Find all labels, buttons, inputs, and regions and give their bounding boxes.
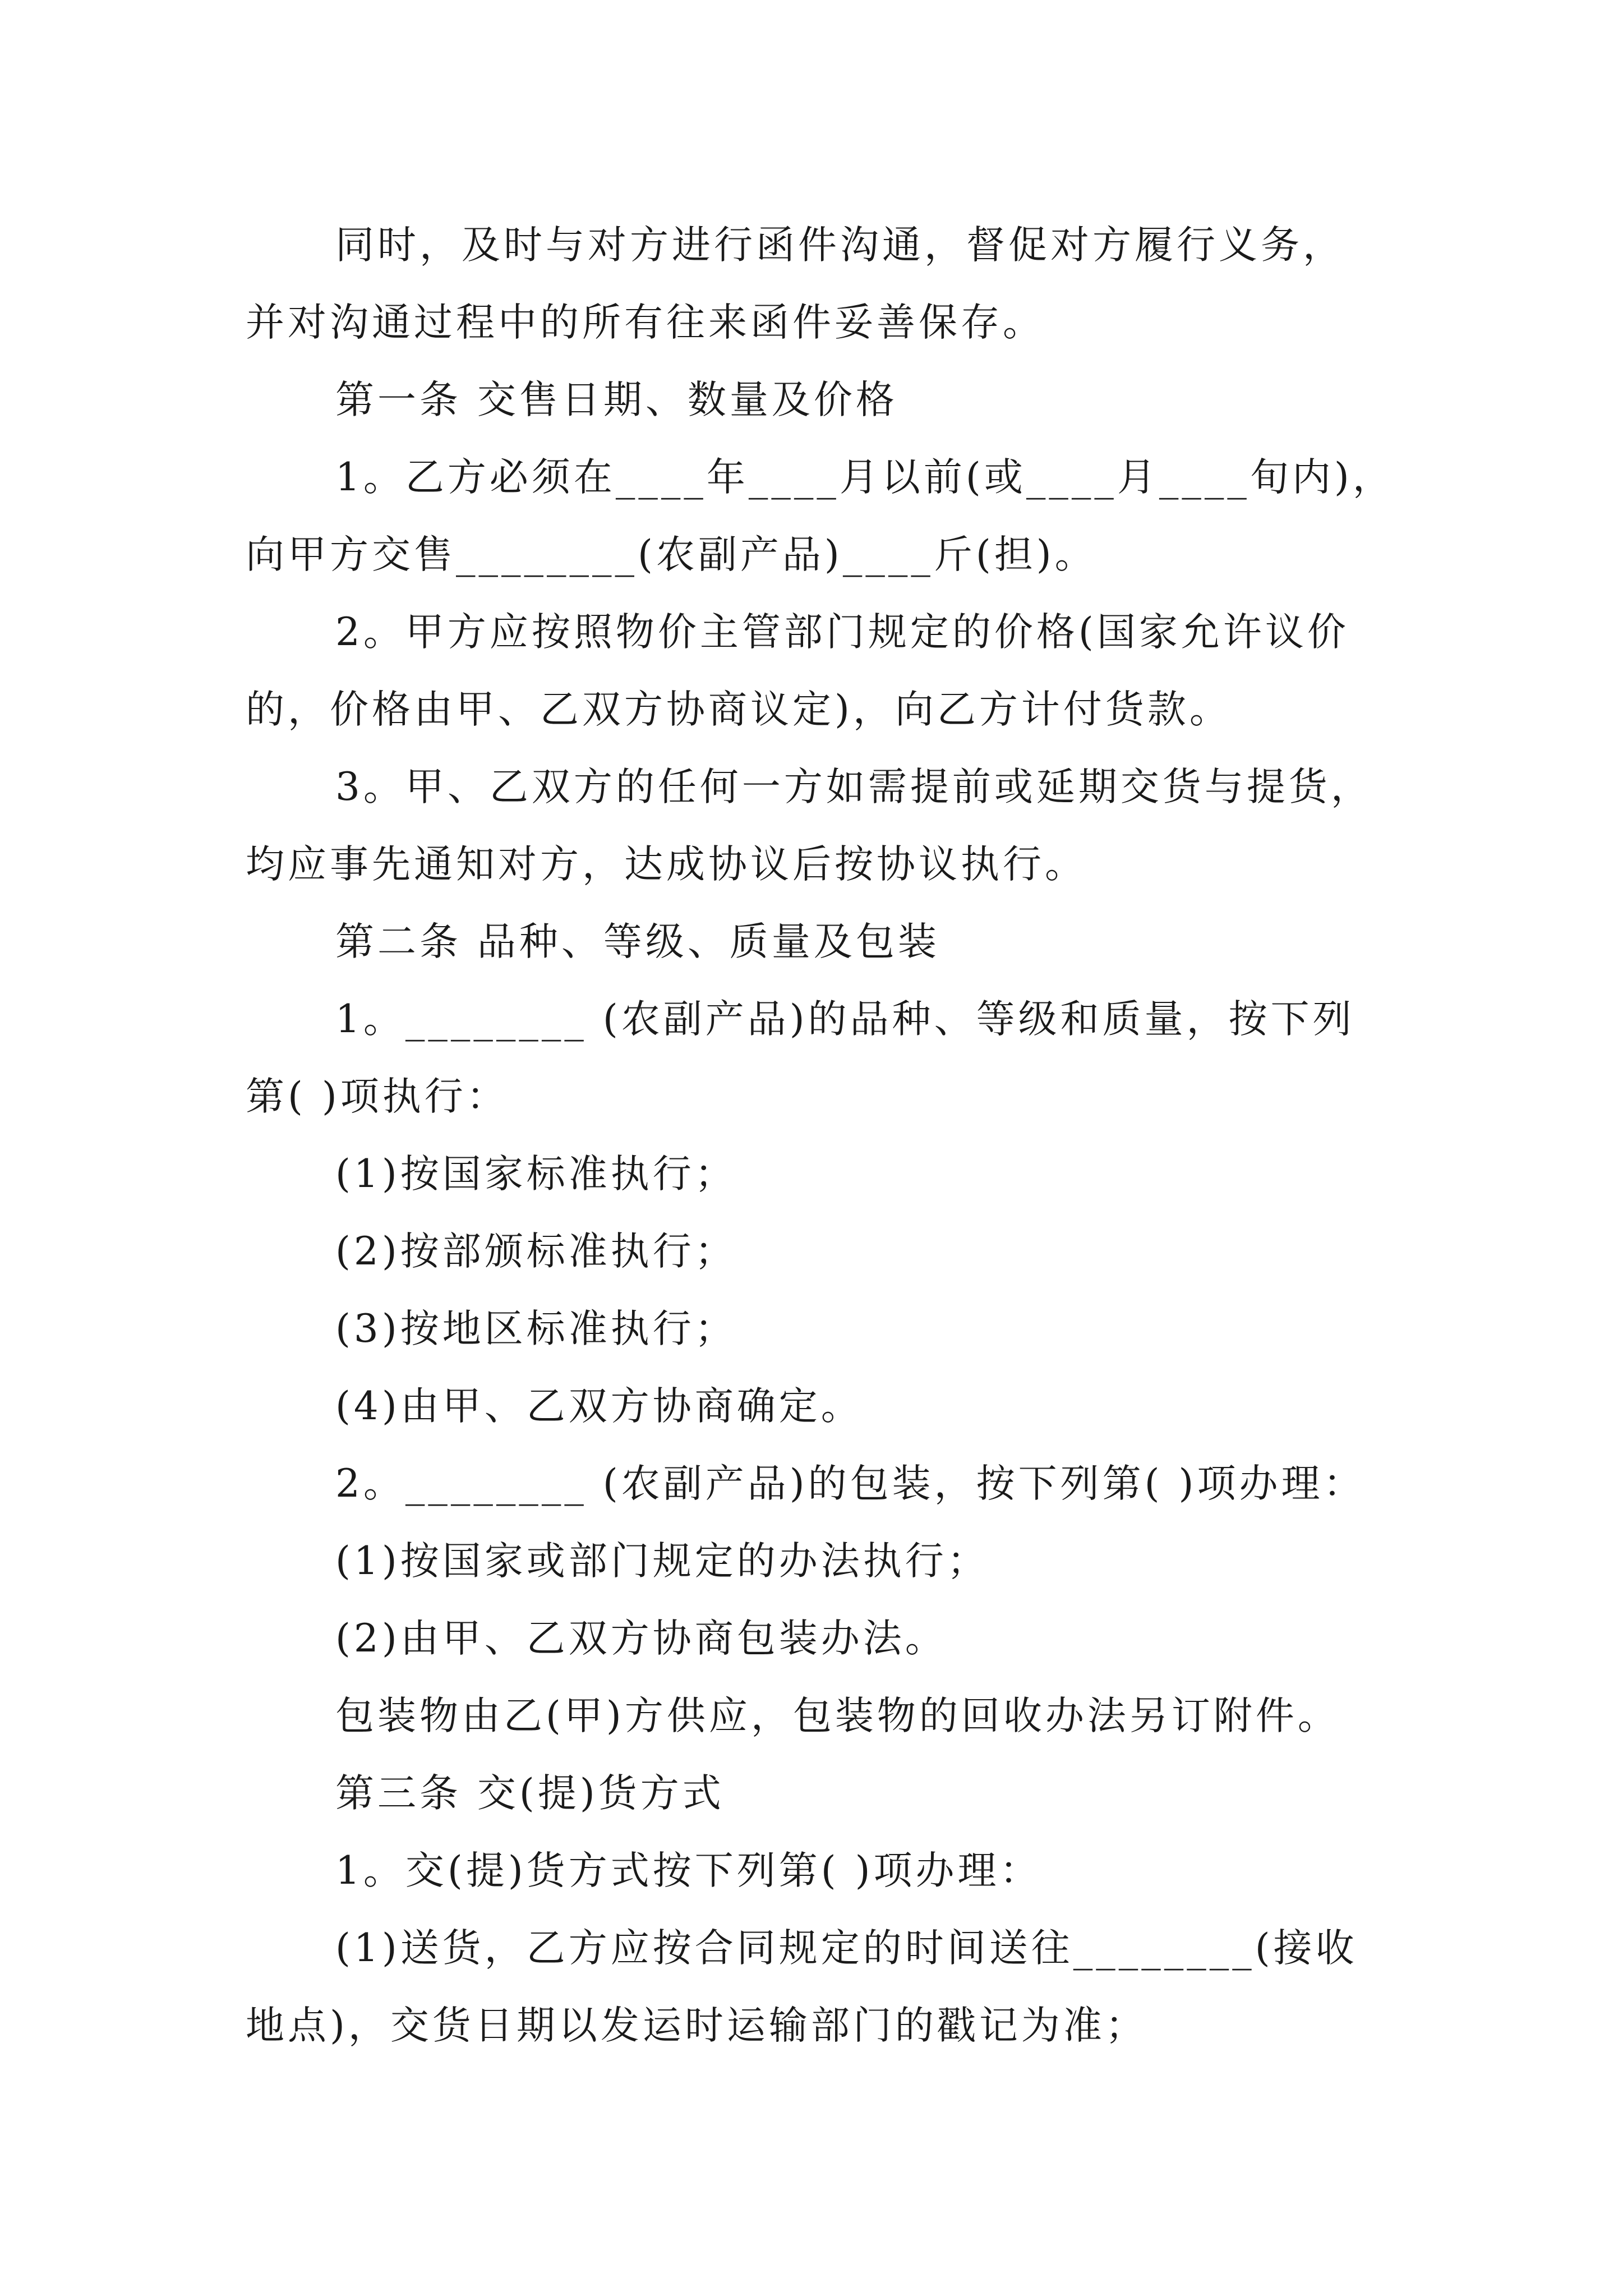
paragraph-line: 均应事先通知对方，达成协议后按协议执行。: [246, 842, 1087, 887]
section-heading: 第一条 交售日期、数量及价格: [335, 378, 898, 422]
paragraph-line: 第( )项执行：: [246, 1074, 509, 1119]
list-item: (2)由甲、乙双方协商包装办法。: [335, 1616, 947, 1661]
paragraph-line: 1。交(提)货方式按下列第( )项办理：: [335, 1848, 1042, 1893]
list-item: (4)由甲、乙双方协商确定。: [335, 1384, 863, 1429]
list-item: (1)按国家或部门规定的办法执行；: [335, 1539, 989, 1584]
paragraph-line: 包装物由乙(甲)方供应，包装物的回收办法另订附件。: [335, 1694, 1340, 1738]
paragraph-line: 并对沟通过程中的所有往来函件妥善保存。: [246, 300, 1045, 345]
paragraph-line: 1。乙方必须在____年____月以前(或____月____旬内)，: [335, 455, 1395, 500]
section-heading: 第三条 交(提)货方式: [335, 1771, 725, 1816]
paragraph-line: 3。甲、乙双方的任何一方如需提前或延期交货与提货，: [335, 765, 1373, 809]
paragraph-line: 2。甲方应按照物价主管部门规定的价格(国家允许议价: [335, 610, 1349, 655]
document-body: [246, 206, 1395, 2064]
paragraph-line: 的，价格由甲、乙双方协商议定)，向乙方计付货款。: [246, 687, 1232, 732]
section-heading: 第二条 品种、等级、质量及包装: [335, 919, 940, 964]
list-item: (2)按部颁标准执行；: [335, 1229, 737, 1274]
paragraph-line: 同时，及时与对方进行函件沟通，督促对方履行义务，: [335, 223, 1345, 268]
list-item: (1)按国家标准执行；: [335, 1152, 737, 1197]
paragraph-line: 1。________ (农副产品)的品种、等级和质量，按下列: [335, 997, 1355, 1042]
paragraph-line: 向甲方交售________(农副产品)____斤(担)。: [246, 532, 1097, 577]
paragraph-line: 地点)，交货日期以发运时运输部门的戳记为准；: [246, 2003, 1147, 2048]
list-item: (1)送货，乙方应按合同规定的时间送往________(接收: [335, 1926, 1358, 1971]
paragraph-line: 2。________ (农副产品)的包装，按下列第( )项办理：: [335, 1461, 1366, 1506]
list-item: (3)按地区标准执行；: [335, 1306, 737, 1351]
